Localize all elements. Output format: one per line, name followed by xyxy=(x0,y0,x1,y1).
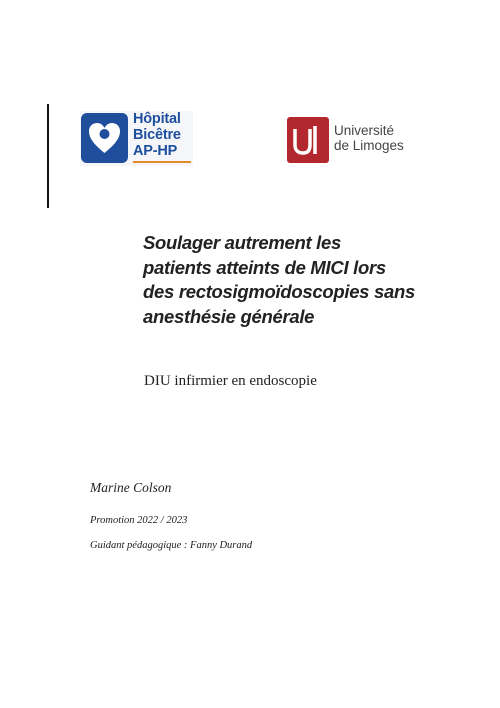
title-line: anesthésie générale xyxy=(143,305,315,327)
logo-text xyxy=(334,123,404,153)
title-line: des rectosigmoïdoscopies sans xyxy=(143,281,415,302)
logo-underline xyxy=(133,161,191,163)
aphp-emblem-icon xyxy=(81,113,128,163)
logo-line: de Limoges xyxy=(334,138,404,153)
pedagogical-guide: Guidant pédagogique : Fanny Durand xyxy=(90,540,253,551)
document-title xyxy=(143,231,443,329)
author-name: Marine Colson xyxy=(90,480,172,495)
title-line: Soulager autrement les xyxy=(143,232,341,253)
title-line: patients atteints de MICI lors xyxy=(143,256,386,278)
logo-line: Bicêtre xyxy=(133,127,181,143)
universite-limoges-logo xyxy=(287,117,422,163)
document-subtitle: DIU infirmier en endoscopie xyxy=(144,373,317,389)
logo-line: Université xyxy=(334,123,395,138)
vertical-rule xyxy=(47,104,49,208)
ul-monogram-icon xyxy=(287,117,329,163)
logo-text xyxy=(133,111,181,159)
promotion-year: Promotion 2022 / 2023 xyxy=(90,515,188,526)
logo-line: Hôpital xyxy=(133,111,181,127)
logo-line: AP-HP xyxy=(133,143,178,159)
hopital-bicetre-logo xyxy=(80,111,193,166)
